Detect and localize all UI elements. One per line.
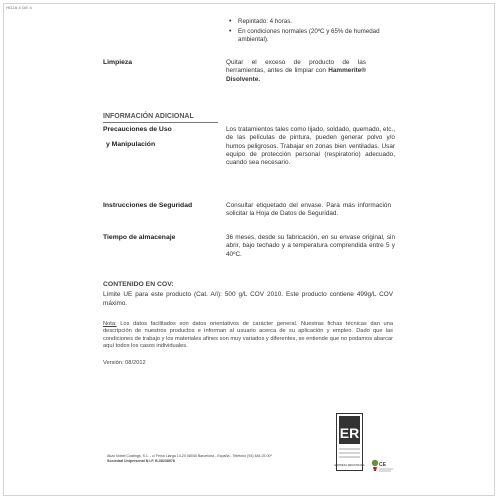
note-label: Nota: <box>103 321 117 327</box>
limpieza-text <box>226 59 366 84</box>
quality-seal-icon <box>370 457 394 473</box>
storage-label: Tiempo de almacenaje <box>103 234 176 241</box>
er-logo-letters: ER <box>339 425 360 441</box>
section-divider <box>103 122 218 123</box>
version-text: Versión: 08/2012 <box>103 360 146 366</box>
footer-registration: Sociedad Unipersonal N.I.F. B-08238978 <box>107 459 175 463</box>
limpieza-label: Limpieza <box>103 59 133 66</box>
sheet-label: HOJA 4 DE 4 <box>6 5 32 10</box>
section-title: INFORMACIÓN ADICIONAL <box>103 113 194 120</box>
cov-text: Límite UE para este producto (Cat. A/i): 500 g/L COV 2010. Este producto contiene 499g/L COV máximo. <box>103 291 393 307</box>
bullet-item: • Repintado: 4 horas. <box>226 18 394 26</box>
drying-bullets <box>226 18 394 46</box>
precautions-text: Los tratamientos tales como lijado, soldado, quemado, etc., de las películas de pintura, pueden generar polvo y/o humos peligrosos. Trabajar en zonas bien ventiladas. Usar equipo de protección personal (respiratorio) adecuado, cuando sea necesario. <box>226 126 395 167</box>
disclaimer-note <box>103 321 393 350</box>
storage-text: 36 meses, desde su fabricación, en su envase original, sin abrir, bajo techado y a temperatura comprendida entre 5 y 40ºC. <box>226 234 395 258</box>
safety-text: Consultar etiquetado del envase. Para más información solicitar la Hoja de Datos de Seguridad. <box>226 202 391 218</box>
seal-letters: CE <box>379 462 386 468</box>
limpieza-text-body: Quitar el exceso de producto de las herramientas, antes de limpiar con <box>226 59 366 75</box>
bullet-item: • En condiciones normales (20ºC y 65% de humedad ambiental). <box>226 28 394 44</box>
cov-title: CONTENIDO EN COV: <box>103 281 174 288</box>
precautions-label-line1: Precauciones de Uso <box>103 126 172 133</box>
note-text: Los datos facilitados son datos orientativos de carácter general. Nuestras fichas técnicas dan una descripción de nuestros productos e informan al usuario acerca de su aplicación y empleo. Dado que las condiciones de trabajo y los materiales afines son muy variados y diferentes, se entiende que no podamos abarcar aquí todos los casos individuales. <box>103 321 393 349</box>
limpieza-product-name: Hammerite® Disolvente. <box>226 67 366 83</box>
company-footer <box>107 454 327 464</box>
safety-label: Instrucciones de Seguridad <box>103 202 193 209</box>
footer-address: Akzo Nobel Coatings, S.L. - c/ Feixa Llarga 14-20 08040 Barcelona - España - Teléfono (93) 484 25 00* <box>107 454 272 458</box>
precautions-label-line2: y Manipulación <box>106 141 156 148</box>
er-logo-caption: EMPRESA REGISTRADA <box>334 464 365 467</box>
er-certification-logo <box>336 413 363 471</box>
